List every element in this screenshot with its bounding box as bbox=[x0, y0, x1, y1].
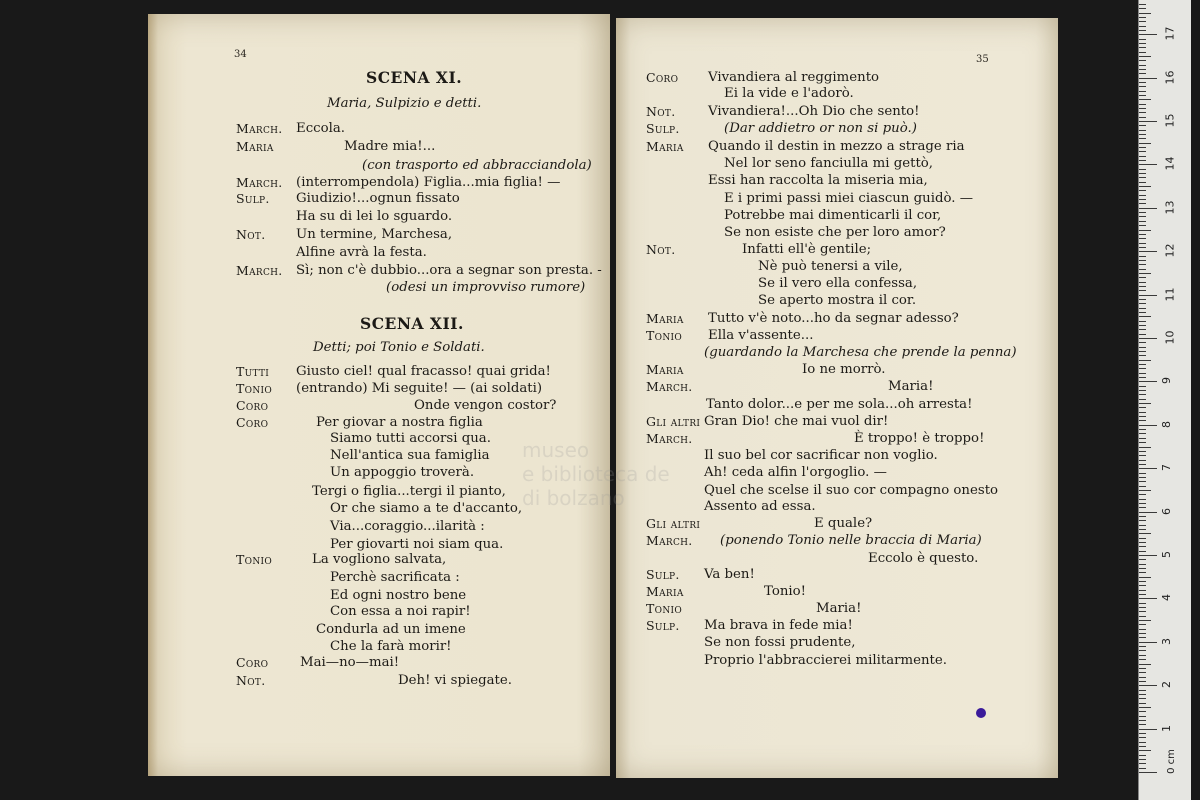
dialogue-line: Se aperto mostra il cor. bbox=[758, 293, 917, 308]
ruler-tick bbox=[1139, 130, 1146, 131]
ruler-tick bbox=[1139, 247, 1146, 248]
ruler-tick bbox=[1139, 529, 1146, 530]
dialogue-line: Infatti ell'è gentile; bbox=[742, 242, 872, 257]
dialogue-line: Tanto dolor...e per me sola...oh arresta! bbox=[706, 397, 973, 412]
ruler-tick bbox=[1139, 160, 1146, 161]
ruler-tick bbox=[1139, 30, 1146, 31]
dialogue-line: Onde vengon costor? bbox=[414, 398, 557, 413]
ruler-tick bbox=[1139, 39, 1146, 40]
ruler-tick bbox=[1139, 499, 1146, 500]
ruler-tick bbox=[1139, 230, 1151, 231]
ruler-number: 15 bbox=[1163, 113, 1177, 128]
ruler-tick bbox=[1139, 52, 1146, 53]
ruler-tick bbox=[1139, 264, 1146, 265]
dialogue-line: Quando il destin in mezzo a strage ria bbox=[708, 139, 965, 154]
dialogue-line: Vivandiera al reggimento bbox=[708, 70, 880, 85]
dialogue-line: Siamo tutti accorsi qua. bbox=[330, 431, 491, 446]
ruler-tick bbox=[1139, 325, 1146, 326]
ruler-tick bbox=[1139, 763, 1146, 764]
dialogue-line: Nel lor seno fanciulla mi gettò, bbox=[724, 156, 934, 171]
ruler-tick bbox=[1139, 624, 1146, 625]
ruler-number: 8 bbox=[1160, 420, 1173, 428]
ruler-tick bbox=[1139, 273, 1151, 274]
dialogue-line: Eccolo è questo. bbox=[868, 551, 979, 566]
dialogue-line: (odesi un improvviso rumore) bbox=[386, 280, 586, 295]
ruler-tick bbox=[1139, 78, 1157, 79]
dialogue-line: Assento ad essa. bbox=[704, 499, 816, 514]
ruler-tick bbox=[1139, 17, 1146, 18]
ruler-tick bbox=[1139, 572, 1146, 573]
ruler-tick bbox=[1139, 637, 1146, 638]
dialogue-line: Un termine, Marchesa, bbox=[296, 227, 453, 242]
ruler-tick bbox=[1139, 616, 1146, 617]
ruler-tick bbox=[1139, 655, 1146, 656]
dialogue-line: Tergi o figlia...tergi il pianto, bbox=[312, 484, 506, 499]
ruler-tick bbox=[1139, 581, 1146, 582]
speaker-name: Gli altri bbox=[646, 516, 701, 531]
ruler-tick bbox=[1139, 520, 1146, 521]
dialogue-line: Gran Dio! che mai vuol dir! bbox=[704, 414, 889, 429]
dialogue-line: Or che siamo a te d'accanto, bbox=[330, 501, 523, 516]
ruler-tick bbox=[1139, 112, 1146, 113]
speaker-name: Not. bbox=[236, 673, 266, 688]
ruler-tick bbox=[1139, 364, 1146, 365]
ruler-tick bbox=[1139, 525, 1146, 526]
ruler-tick bbox=[1139, 447, 1151, 448]
ruler-tick bbox=[1139, 607, 1146, 608]
ruler-tick bbox=[1139, 351, 1146, 352]
ruler-tick bbox=[1139, 438, 1146, 439]
speaker-name: Sulp. bbox=[646, 618, 680, 633]
speaker-name: March. bbox=[646, 431, 693, 446]
ruler-tick bbox=[1139, 316, 1151, 317]
speaker-name: Coro bbox=[646, 70, 679, 85]
dialogue-line: Condurla ad un imene bbox=[316, 622, 466, 637]
dialogue-line: Via...coraggio...ilarità : bbox=[330, 519, 485, 534]
ruler-tick bbox=[1139, 668, 1146, 669]
ruler-number: 1 bbox=[1160, 724, 1173, 732]
dialogue-line: Vivandiera!...Oh Dio che sento! bbox=[708, 104, 920, 119]
ruler-tick bbox=[1139, 399, 1146, 400]
ruler-tick bbox=[1139, 13, 1151, 14]
ruler-tick bbox=[1139, 707, 1151, 708]
ruler-tick bbox=[1139, 603, 1146, 604]
speaker-name: Maria bbox=[236, 139, 274, 154]
ruler-tick bbox=[1139, 416, 1146, 417]
ruler-tick bbox=[1139, 282, 1146, 283]
ruler-tick bbox=[1139, 407, 1146, 408]
ruler-tick bbox=[1139, 690, 1146, 691]
dialogue-line: Ella v'assente... bbox=[708, 328, 814, 343]
ruler-tick bbox=[1139, 338, 1157, 339]
ruler-tick bbox=[1139, 177, 1146, 178]
dialogue-line: Tutto v'è noto...ho da segnar adesso? bbox=[708, 311, 959, 326]
speaker-name: March. bbox=[236, 121, 283, 136]
ruler-tick bbox=[1139, 559, 1146, 560]
speaker-name: March. bbox=[236, 175, 283, 190]
ruler-tick bbox=[1139, 212, 1146, 213]
ruler-tick bbox=[1139, 342, 1146, 343]
ruler-tick bbox=[1139, 494, 1146, 495]
ruler-tick bbox=[1139, 147, 1146, 148]
page-number: 35 bbox=[976, 54, 989, 65]
ruler-tick bbox=[1139, 4, 1146, 5]
ruler-tick bbox=[1139, 650, 1146, 651]
speaker-name: March. bbox=[236, 263, 283, 278]
dialogue-line: Giudizio!...ognun fissato bbox=[296, 191, 460, 206]
ruler-tick bbox=[1139, 164, 1157, 165]
dialogue-line: Se non fossi prudente, bbox=[704, 635, 856, 650]
ruler-tick bbox=[1139, 26, 1146, 27]
ruler-tick bbox=[1139, 347, 1146, 348]
ruler-tick bbox=[1139, 542, 1146, 543]
ruler-tick bbox=[1139, 104, 1146, 105]
speaker-name: Not. bbox=[236, 227, 266, 242]
ruler-tick bbox=[1139, 34, 1157, 35]
ruler-tick bbox=[1139, 269, 1146, 270]
ruler-tick bbox=[1139, 221, 1146, 222]
speaker-name: Maria bbox=[646, 584, 684, 599]
dialogue-line: Ha su di lei lo sguardo. bbox=[296, 209, 453, 224]
ruler-tick bbox=[1139, 238, 1146, 239]
ruler-tick bbox=[1139, 69, 1146, 70]
ruler-tick bbox=[1139, 91, 1146, 92]
speaker-name: March. bbox=[646, 379, 693, 394]
ruler-unit-label: 0 cm bbox=[1165, 749, 1177, 774]
speaker-name: Maria bbox=[646, 362, 684, 377]
ruler-tick bbox=[1139, 711, 1146, 712]
dialogue-line: Se il vero ella confessa, bbox=[758, 276, 918, 291]
ruler-tick bbox=[1139, 312, 1146, 313]
ruler-tick bbox=[1139, 442, 1146, 443]
ruler-tick bbox=[1139, 460, 1146, 461]
ruler-number: 17 bbox=[1163, 26, 1177, 41]
dialogue-line: Essi han raccolta la miseria mia, bbox=[708, 173, 928, 188]
ruler-tick bbox=[1139, 772, 1157, 773]
speaker-name: Sulp. bbox=[646, 567, 680, 582]
dialogue-line: Giusto ciel! qual fracasso! quai grida! bbox=[296, 364, 551, 379]
ruler-tick bbox=[1139, 295, 1157, 296]
ruler-tick bbox=[1139, 381, 1157, 382]
speaker-name: Tonio bbox=[646, 601, 683, 616]
ruler-tick bbox=[1139, 377, 1146, 378]
ruler-tick bbox=[1139, 737, 1146, 738]
dialogue-line: Eccola. bbox=[296, 121, 346, 136]
dialogue-line: Ma brava in fede mia! bbox=[704, 618, 853, 633]
speaker-name: Maria bbox=[646, 311, 684, 326]
ruler-tick bbox=[1139, 590, 1146, 591]
ruler-tick bbox=[1139, 420, 1146, 421]
speaker-name: Not. bbox=[646, 242, 676, 257]
dialogue-line: Nell'antica sua famiglia bbox=[330, 448, 490, 463]
dialogue-line: Madre mia!... bbox=[344, 139, 436, 154]
ruler-number: 11 bbox=[1163, 287, 1177, 302]
ruler-tick bbox=[1139, 564, 1146, 565]
ink-stain bbox=[976, 708, 986, 718]
ruler-tick bbox=[1139, 598, 1157, 599]
ruler-tick bbox=[1139, 156, 1146, 157]
speaker-name: Gli altri bbox=[646, 414, 701, 429]
ruler-tick bbox=[1139, 260, 1146, 261]
dialogue-line: Tonio! bbox=[764, 584, 807, 599]
ruler-tick bbox=[1139, 716, 1146, 717]
ruler-tick bbox=[1139, 481, 1146, 482]
ruler-tick bbox=[1139, 373, 1146, 374]
ruler-tick bbox=[1139, 386, 1146, 387]
ruler-tick bbox=[1139, 286, 1146, 287]
ruler-tick bbox=[1139, 299, 1146, 300]
ruler-tick bbox=[1139, 486, 1146, 487]
ruler-tick bbox=[1139, 86, 1146, 87]
ruler-tick bbox=[1139, 490, 1151, 491]
ruler-tick bbox=[1139, 234, 1146, 235]
ruler-tick bbox=[1139, 151, 1146, 152]
ruler-tick bbox=[1139, 659, 1146, 660]
dialogue-line: (ponendo Tonio nelle braccia di Maria) bbox=[720, 533, 982, 548]
ruler-tick bbox=[1139, 108, 1146, 109]
dialogue-line: Perchè sacrificata : bbox=[330, 570, 460, 585]
ruler-tick bbox=[1139, 199, 1146, 200]
speaker-name: Tutti bbox=[236, 364, 270, 379]
ruler-tick bbox=[1139, 664, 1151, 665]
dialogue-line: Se non esiste che per loro amor? bbox=[724, 225, 946, 240]
ruler-number: 12 bbox=[1163, 243, 1177, 258]
ruler-tick bbox=[1139, 99, 1151, 100]
ruler-tick bbox=[1139, 703, 1146, 704]
dialogue-line: (con trasporto ed abbracciandola) bbox=[362, 158, 592, 173]
scene-characters: Maria, Sulpizio e detti. bbox=[327, 96, 482, 111]
ruler-number: 3 bbox=[1160, 637, 1173, 645]
page-number: 34 bbox=[234, 49, 247, 60]
ruler-tick bbox=[1139, 355, 1146, 356]
dialogue-line: E quale? bbox=[814, 516, 873, 531]
dialogue-line: Ed ogni nostro bene bbox=[330, 588, 467, 603]
ruler-tick bbox=[1139, 65, 1146, 66]
ruler-tick bbox=[1139, 56, 1151, 57]
ruler-tick bbox=[1139, 186, 1151, 187]
ruler-tick bbox=[1139, 169, 1146, 170]
ruler-number: 4 bbox=[1160, 594, 1173, 602]
speaker-name: March. bbox=[646, 533, 693, 548]
ruler-tick bbox=[1139, 685, 1157, 686]
ruler-tick bbox=[1139, 403, 1151, 404]
ruler-tick bbox=[1139, 750, 1151, 751]
ruler-tick bbox=[1139, 568, 1146, 569]
dialogue-line: Mai—no—mai! bbox=[300, 655, 400, 670]
speaker-name: Tonio bbox=[236, 381, 273, 396]
ruler-tick bbox=[1139, 620, 1151, 621]
ruler-tick bbox=[1139, 755, 1146, 756]
ruler-tick bbox=[1139, 173, 1146, 174]
speaker-name: Coro bbox=[236, 415, 269, 430]
ruler-tick bbox=[1139, 503, 1146, 504]
ruler-tick bbox=[1139, 125, 1146, 126]
dialogue-line: Maria! bbox=[816, 601, 862, 616]
ruler-tick bbox=[1139, 251, 1157, 252]
dialogue-line: E i primi passi miei ciascun guidò. — bbox=[724, 191, 974, 206]
ruler-tick bbox=[1139, 642, 1157, 643]
speaker-name: Coro bbox=[236, 655, 269, 670]
ruler-tick bbox=[1139, 629, 1146, 630]
dialogue-line: Un appoggio troverà. bbox=[330, 465, 475, 480]
speaker-name: Tonio bbox=[646, 328, 683, 343]
ruler-tick bbox=[1139, 277, 1146, 278]
ruler-number: 6 bbox=[1160, 507, 1173, 515]
ruler-tick bbox=[1139, 677, 1146, 678]
ruler-tick bbox=[1139, 425, 1157, 426]
museum-watermark: museo e biblioteca de di bolzano bbox=[522, 438, 670, 510]
speaker-name: Sulp. bbox=[236, 191, 270, 206]
dialogue-line: (Dar addietro or non si può.) bbox=[724, 121, 917, 136]
ruler-tick bbox=[1139, 694, 1146, 695]
dialogue-line: (interrompendola) Figlia...mia figlia! — bbox=[296, 175, 561, 190]
ruler-tick bbox=[1139, 203, 1146, 204]
ruler-tick bbox=[1139, 143, 1151, 144]
ruler-number: 10 bbox=[1163, 330, 1177, 345]
dialogue-line: Potrebbe mai dimenticarli il cor, bbox=[724, 208, 942, 223]
dialogue-line: Va ben! bbox=[704, 567, 755, 582]
ruler-tick bbox=[1139, 433, 1146, 434]
ruler-tick bbox=[1139, 468, 1157, 469]
dialogue-line: Maria! bbox=[888, 379, 934, 394]
dialogue-line: Per giovarti noi siam qua. bbox=[330, 537, 504, 552]
ruler-tick bbox=[1139, 182, 1146, 183]
ruler-tick bbox=[1139, 117, 1146, 118]
ruler-tick bbox=[1139, 216, 1146, 217]
dialogue-line: (entrando) Mi seguite! — (ai soldati) bbox=[296, 381, 543, 396]
scene-characters: Detti; poi Tonio e Soldati. bbox=[313, 340, 485, 355]
ruler-tick bbox=[1139, 412, 1146, 413]
ruler-tick bbox=[1139, 551, 1146, 552]
ruler-tick bbox=[1139, 390, 1146, 391]
dialogue-line: Proprio l'abbraccierei militarmente. bbox=[704, 653, 947, 668]
ruler-tick bbox=[1139, 43, 1146, 44]
ruler-tick bbox=[1139, 538, 1146, 539]
ruler-tick bbox=[1139, 546, 1146, 547]
ruler-tick bbox=[1139, 82, 1146, 83]
ruler-tick bbox=[1139, 733, 1146, 734]
ruler-tick bbox=[1139, 329, 1146, 330]
ruler-tick bbox=[1139, 746, 1146, 747]
measurement-ruler bbox=[1138, 0, 1191, 800]
dialogue-line: Che la farà morir! bbox=[330, 639, 452, 654]
ruler-tick bbox=[1139, 516, 1146, 517]
dialogue-line: Ah! ceda alfin l'orgoglio. — bbox=[704, 465, 887, 480]
ruler-tick bbox=[1139, 742, 1146, 743]
ruler-tick bbox=[1139, 243, 1146, 244]
ruler-tick bbox=[1139, 308, 1146, 309]
ruler-tick bbox=[1139, 451, 1146, 452]
ruler-tick bbox=[1139, 507, 1146, 508]
ruler-tick bbox=[1139, 729, 1157, 730]
ruler-tick bbox=[1139, 698, 1146, 699]
ruler-tick bbox=[1139, 225, 1146, 226]
ruler-tick bbox=[1139, 594, 1146, 595]
ruler-tick bbox=[1139, 195, 1146, 196]
dialogue-line: È troppo! è troppo! bbox=[854, 431, 985, 446]
ruler-tick bbox=[1139, 121, 1157, 122]
scene-title: SCENA XII. bbox=[360, 314, 464, 333]
ruler-tick bbox=[1139, 633, 1146, 634]
ruler-number: 2 bbox=[1160, 681, 1173, 689]
ruler-tick bbox=[1139, 47, 1146, 48]
ruler-tick bbox=[1139, 672, 1146, 673]
dialogue-line: Io ne morrò. bbox=[802, 362, 886, 377]
ruler-tick bbox=[1139, 759, 1146, 760]
ruler-tick bbox=[1139, 290, 1146, 291]
ruler-tick bbox=[1139, 95, 1146, 96]
ruler-tick bbox=[1139, 646, 1146, 647]
dialogue-line: La vogliono salvata, bbox=[312, 552, 447, 567]
ruler-tick bbox=[1139, 577, 1151, 578]
ruler-tick bbox=[1139, 768, 1146, 769]
ruler-tick bbox=[1139, 477, 1146, 478]
ruler-number: 7 bbox=[1160, 464, 1173, 472]
ruler-tick bbox=[1139, 190, 1146, 191]
ruler-number: 14 bbox=[1163, 156, 1177, 171]
ruler-tick bbox=[1139, 555, 1157, 556]
dialogue-line: Sì; non c'è dubbio...ora a segnar son presta. - bbox=[296, 263, 602, 278]
dialogue-line: Quel che scelse il suo cor compagno onesto bbox=[704, 483, 999, 498]
ruler-tick bbox=[1139, 134, 1146, 135]
dialogue-line: Alfine avrà la festa. bbox=[296, 245, 427, 260]
ruler-tick bbox=[1139, 138, 1146, 139]
ruler-tick bbox=[1139, 611, 1146, 612]
ruler-tick bbox=[1139, 60, 1146, 61]
ruler-number: 9 bbox=[1160, 377, 1173, 385]
ruler-tick bbox=[1139, 360, 1151, 361]
ruler-tick bbox=[1139, 429, 1146, 430]
ruler-tick bbox=[1139, 208, 1157, 209]
ruler-tick bbox=[1139, 464, 1146, 465]
ruler-tick bbox=[1139, 256, 1146, 257]
ruler-number: 5 bbox=[1160, 551, 1173, 558]
ruler-tick bbox=[1139, 303, 1146, 304]
ruler-tick bbox=[1139, 73, 1146, 74]
dialogue-line: Per giovar a nostra figlia bbox=[316, 415, 483, 430]
ruler-tick bbox=[1139, 321, 1146, 322]
speaker-name: Maria bbox=[646, 139, 684, 154]
dialogue-line: Ei la vide e l'adorò. bbox=[724, 86, 854, 101]
ruler-tick bbox=[1139, 368, 1146, 369]
speaker-name: Sulp. bbox=[646, 121, 680, 136]
speaker-name: Tonio bbox=[236, 552, 273, 567]
ruler-tick bbox=[1139, 512, 1157, 513]
dialogue-line: Con essa a noi rapir! bbox=[330, 604, 471, 619]
ruler-tick bbox=[1139, 473, 1146, 474]
ruler-number: 13 bbox=[1163, 200, 1177, 215]
ruler-tick bbox=[1139, 334, 1146, 335]
dialogue-line: Nè può tenersi a vile, bbox=[758, 259, 903, 274]
ruler-number: 16 bbox=[1163, 70, 1177, 85]
ruler-tick bbox=[1139, 681, 1146, 682]
ruler-tick bbox=[1139, 585, 1146, 586]
dialogue-line: Deh! vi spiegate. bbox=[398, 673, 512, 688]
speaker-name: Not. bbox=[646, 104, 676, 119]
scene-title: SCENA XI. bbox=[366, 68, 463, 87]
ruler-tick bbox=[1139, 394, 1146, 395]
ruler-tick bbox=[1139, 724, 1146, 725]
ruler-tick bbox=[1139, 21, 1146, 22]
dialogue-line: Il suo bel cor sacrificar non voglio. bbox=[704, 448, 938, 463]
ruler-tick bbox=[1139, 455, 1146, 456]
ruler-tick bbox=[1139, 720, 1146, 721]
speaker-name: Coro bbox=[236, 398, 269, 413]
ruler-tick bbox=[1139, 533, 1151, 534]
ruler-tick bbox=[1139, 8, 1146, 9]
dialogue-line: (guardando la Marchesa che prende la penna) bbox=[704, 345, 1017, 360]
